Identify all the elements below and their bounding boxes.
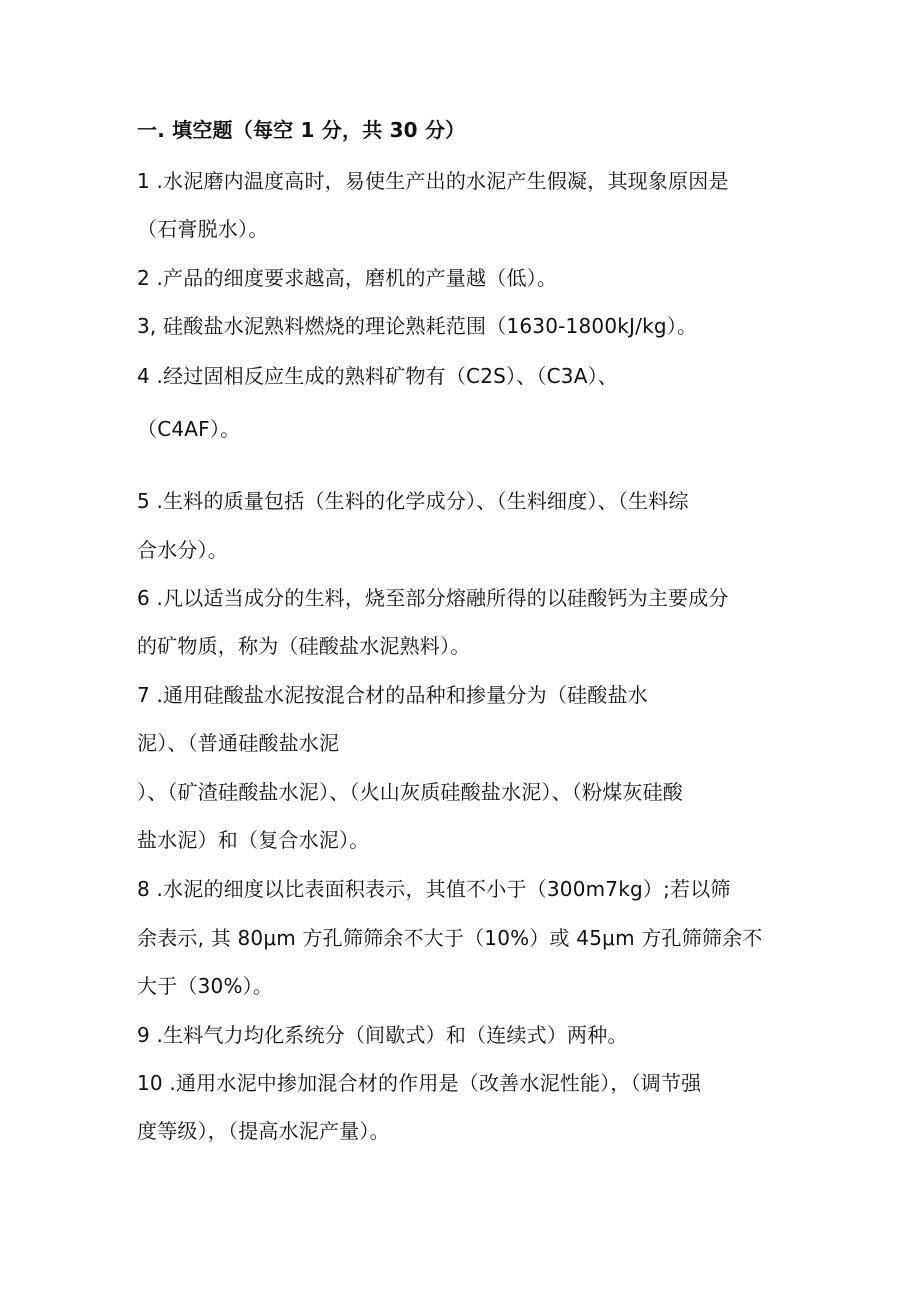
question-3-line-1: 3, 硅酸盐水泥熟料燃烧的理论熟耗范围（1630-1800kJ/kg）。 <box>137 314 698 338</box>
question-6-line-1: 6 .凡以适当成分的生料，烧至部分熔融所得的以硅酸钙为主要成分 <box>137 586 729 610</box>
question-7-line-1: 7 .通用硅酸盐水泥按混合材的品种和掺量分为（硅酸盐水 <box>137 683 648 707</box>
question-8-line-3: 大于（30%）。 <box>137 974 274 998</box>
section-title: 一. 填空题（每空 1 分，共 30 分） <box>137 118 466 142</box>
question-10-line-2: 度等级），（提高水泥产量）。 <box>137 1119 390 1143</box>
question-5-line-1: 5 .生料的质量包括（生料的化学成分）、（生料细度）、（生料综 <box>137 489 689 513</box>
question-5-line-2: 合水分）。 <box>137 538 228 562</box>
question-1-line-2: （石膏脱水）。 <box>137 217 269 241</box>
question-4-line-2: （C4AF）。 <box>137 417 241 441</box>
question-8-line-1: 8 .水泥的细度以比表面积表示，其值不小于（300m7kg）;若以筛 <box>137 877 731 901</box>
question-8-line-2: 余表示, 其 80μm 方孔筛筛余不大于（10%）或 45μm 方孔筛筛余不 <box>137 926 763 950</box>
question-1-line-1: 1 .水泥磨内温度高时，易使生产出的水泥产生假凝，其现象原因是 <box>137 169 729 193</box>
question-4-line-1: 4 .经过固相反应生成的熟料矿物有（C2S）、（C3A）、 <box>137 364 618 388</box>
question-7-line-2: 泥）、（普通硅酸盐水泥 <box>137 731 340 755</box>
question-7-line-4: 盐水泥）和（复合水泥）。 <box>137 828 370 852</box>
question-6-line-2: 的矿物质，称为（硅酸盐水泥熟料）。 <box>137 634 471 658</box>
question-2-line-1: 2 .产品的细度要求越高，磨机的产量越（低）。 <box>137 266 558 290</box>
question-9-line-1: 9 .生料气力均化系统分（间歇式）和（连续式）两种。 <box>137 1023 628 1047</box>
question-7-line-3: ）、（矿渣硅酸盐水泥）、（火山灰质硅酸盐水泥）、（粉煤灰硅酸 <box>137 780 683 804</box>
question-10-line-1: 10 .通用水泥中掺加混合材的作用是（改善水泥性能），（调节强 <box>137 1071 702 1095</box>
